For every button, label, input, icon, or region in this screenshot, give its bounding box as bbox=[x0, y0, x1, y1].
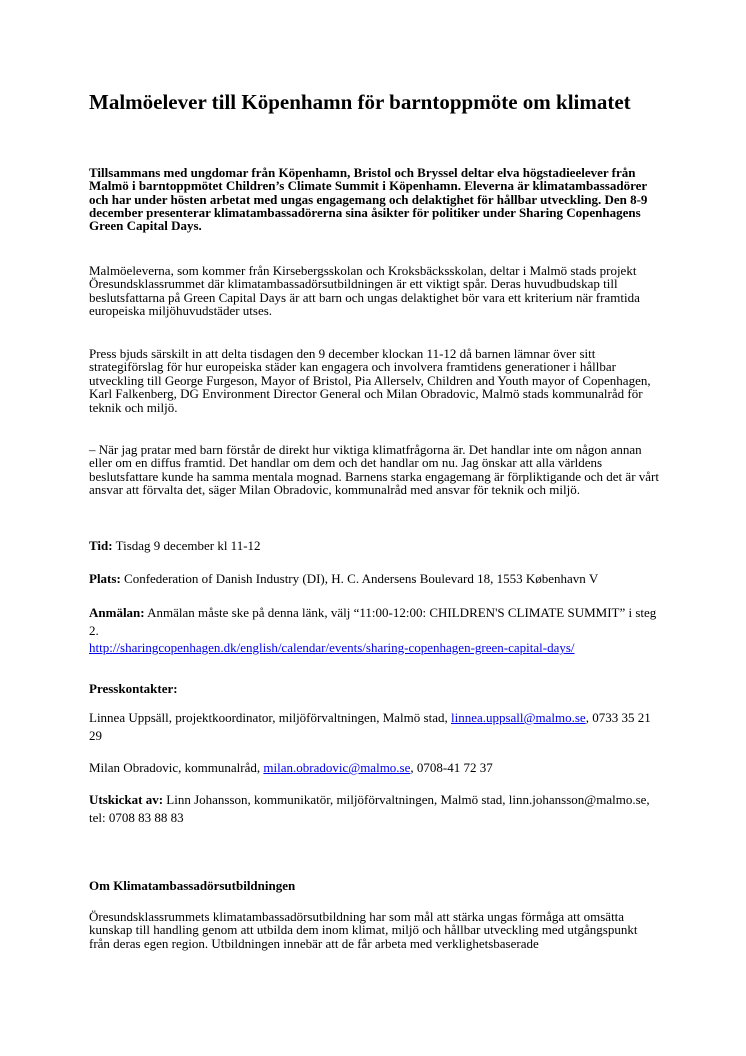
signup-value: Anmälan måste ske på denna länk, välj “11:00-12:00: CHILDREN'S CLIMATE SUMMIT” i steg 2. bbox=[89, 605, 657, 638]
about-heading-text: Om Klimatambassadörsutbildningen bbox=[89, 878, 296, 893]
sent-by-value: Linn Johansson, kommunikatör, miljöförvaltningen, Malmö stad, linn.johansson@malmo.se, tel: 0708 83 88 83 bbox=[89, 792, 650, 825]
body-paragraph-3: – När jag pratar med barn förstår de direkt hur viktiga klimatfrågorna är. Det handlar inte om någon annan eller om en diffus framtid. Det handlar om dem och det handlar om nu. Jag önskar att alla världens beslutsfattare kunde ha samma mentala mognad. Barnens starka engagemang är förpliktigande och det är vårt ansvar att förvalta det, säger Milan Obradovic, kommunalråd med ansvar för teknik och miljö. bbox=[89, 442, 659, 498]
lead-paragraph: Tillsammans med ungdomar från Köpenhamn, Bristol och Bryssel deltar elva högstadieelever från Malmö i barntoppmötet Children’s Climate Summit i Köpenhamn. Eleverna är klimatambassadörer och har under hösten arbetat med ungas engagemang och delaktighet för hållbar utveckling. Den 8-9 december presenterar klimatambassadörerna sina åsikter för politiker under Sharing Copenhagens Green Capital Days. bbox=[89, 165, 648, 234]
time-value: Tisdag 9 december kl 11-12 bbox=[112, 538, 261, 553]
sent-by bbox=[89, 791, 659, 826]
place-value: Confederation of Danish Industry (DI), H. C. Andersens Boulevard 18, 1553 København V bbox=[120, 571, 599, 586]
signup-label: Anmälan: bbox=[89, 605, 145, 620]
place-label: Plats: bbox=[89, 571, 121, 586]
contact-1-phone: , 0733 35 21 29 bbox=[89, 710, 651, 743]
contact-2-email-link[interactable]: milan.obradovic@malmo.se bbox=[263, 760, 411, 775]
body-paragraph-2: Press bjuds särskilt in att delta tisdagen den 9 december klockan 11-12 då barnen lämnar över sitt strategiförslag för hur europeiska städer kan engagera och involvera framtidens generationer i hållbar utveckling till George Furgeson, Mayor of Bristol, Pia Allerselv, Children and Youth mayor of Copenhagen, Karl Falkenberg, DG Environment Director General och Milan Obradovic, Malmö stads kommunalråd för teknik och miljö. bbox=[89, 346, 651, 415]
signup-block bbox=[89, 604, 659, 657]
time-label: Tid: bbox=[89, 538, 113, 553]
contact-1-email-link[interactable]: linnea.uppsall@malmo.se bbox=[450, 710, 586, 725]
page-title: Malmöelever till Köpenhamn för barntoppmöte om klimatet bbox=[89, 90, 631, 114]
contact-2-phone: , 0708-41 72 37 bbox=[410, 760, 493, 775]
about-heading bbox=[89, 879, 659, 892]
about-paragraph: Öresundsklassrummets klimatambassadörsutbildning har som mål att stärka ungas förmåga att omsätta kunskap till handling genom att utbilda dem inom klimat, miljö och hållbar utveckling med utgångspunkt från deras egen region. Utbildningen innebär att de får arbeta med verklighetsbaserade bbox=[89, 909, 638, 951]
contact-2-text: Milan Obradovic, kommunalråd, bbox=[89, 760, 264, 775]
press-heading-text: Presskontakter: bbox=[89, 681, 178, 696]
signup-link[interactable]: http://sharingcopenhagen.dk/english/calendar/events/sharing-copenhagen-green-capital-days/ bbox=[89, 640, 575, 655]
contact-2 bbox=[89, 759, 659, 777]
contact-1 bbox=[89, 709, 659, 744]
sent-by-label: Utskickat av: bbox=[89, 792, 164, 807]
time-line bbox=[89, 539, 659, 552]
place-line bbox=[89, 572, 659, 585]
contact-1-text: Linnea Uppsäll, projektkoordinator, miljöförvaltningen, Malmö stad, bbox=[89, 710, 451, 725]
body-paragraph-1: Malmöeleverna, som kommer från Kirsebergsskolan och Kroksbäcksskolan, deltar i Malmö stads projekt Öresundsklassrummet där klimatambassadörsutbildningen är ett viktigt spår. Deras huvudbudskap till beslutsfattarna på Green Capital Days är att barn och ungas delaktighet bör vara ett kriterium när framtida europeiska miljöhuvudstäder utses. bbox=[89, 263, 640, 319]
press-heading bbox=[89, 682, 659, 695]
